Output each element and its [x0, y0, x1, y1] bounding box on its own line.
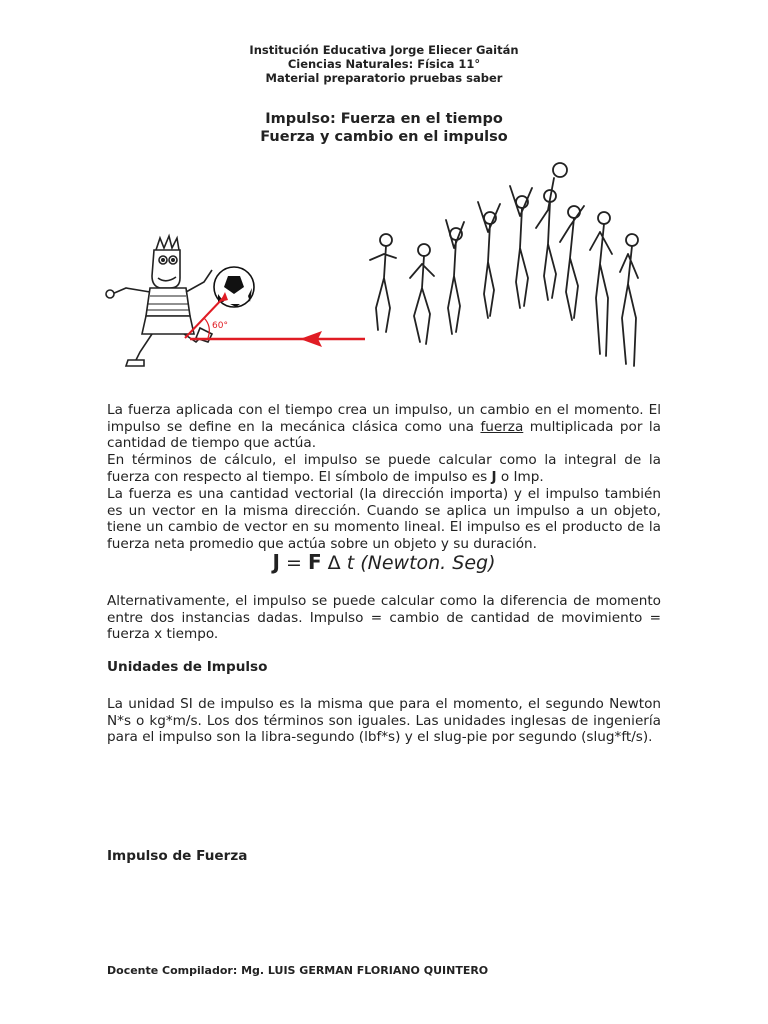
paragraph-units: La unidad SI de impulso es la misma que para el momento, el segundo Newton N*s o kg*m/s. Los dos términos son iguales. Las unidades inglesas de ingeniería para el impulso son la libra-segundo (lbf*s) y el slug-pie por segundo (slug*ft/s). [107, 696, 661, 746]
jumper-figure-2 [410, 244, 434, 344]
formula-units: t (Newton. Seg) [346, 552, 496, 574]
formula-equals: = [279, 552, 308, 574]
paragraph-calculus-text: En términos de cálculo, el impulso se puede calcular como la integral de la fuerza con respecto al tiempo. El símbolo de impulso es [107, 452, 661, 485]
jumper-figure-8 [590, 212, 612, 356]
force-impulse-heading: Impulso de Fuerza [107, 848, 248, 864]
footer-author: Docente Compilador: Mg. LUIS GERMAN FLORIANO QUINTERO [107, 964, 489, 977]
page-subtitle: Fuerza y cambio en el impulso [260, 129, 508, 145]
impulse-symbol: J [491, 468, 497, 485]
impulse-formula [0, 551, 768, 574]
paragraph-alternative: Alternativamente, el impulso se puede calcular como la diferencia de momento entre dos instancias dadas. Impulso = cambio de cantidad de movimiento = fuerza x tiempo. [107, 593, 661, 643]
jumper-figure-9 [620, 234, 638, 366]
material-name: Material preparatorio pruebas saber [265, 71, 503, 85]
jumper-sequence-illustration [360, 158, 645, 378]
course-name: Ciencias Naturales: Física 11° [287, 57, 481, 71]
paragraph-calculus [107, 452, 661, 485]
paragraph-calculus-text-end: o Imp. [496, 468, 544, 485]
school-name: Institución Educativa Jorge Eliecer Gaitán [249, 43, 519, 57]
jumper-figure-4 [478, 202, 500, 318]
jumper-figure-7 [560, 206, 584, 320]
jumper-figure-5 [510, 186, 532, 308]
angle-label: 60° [212, 321, 228, 331]
page-title: Impulso: Fuerza en el tiempo [265, 111, 503, 127]
paragraph-definition-text-end: multiplicada por la cantidad de tiempo que actúa. [107, 418, 662, 452]
paragraph-definition [107, 402, 661, 452]
paragraph-definition-text: La fuerza aplicada con el tiempo crea un impulso, un cambio en el momento. El impulso se define en la mecánica clásica como una [107, 402, 661, 435]
jumper-figure-3 [446, 220, 464, 334]
kicker-figure [106, 236, 212, 366]
formula-f: F [307, 550, 322, 574]
volleyball-icon [553, 163, 567, 177]
units-heading: Unidades de Impulso [107, 659, 268, 675]
jumper-figure-1 [370, 234, 396, 332]
fuerza-link[interactable]: fuerza [480, 418, 524, 435]
formula-j: J [272, 550, 280, 574]
jumper-figure-6 [536, 163, 567, 300]
paragraph-vector: La fuerza es una cantidad vectorial (la dirección importa) y el impulso también es un vector en la misma dirección. Cuando se aplica un impulso a un objeto, tiene un cambio de vector en su momento lineal. El impulso es el producto de la fuerza neta promedio que actúa sobre un objeto y su duración. [107, 486, 661, 552]
formula-delta: Δ [321, 552, 347, 574]
kick-illustration [100, 230, 380, 375]
